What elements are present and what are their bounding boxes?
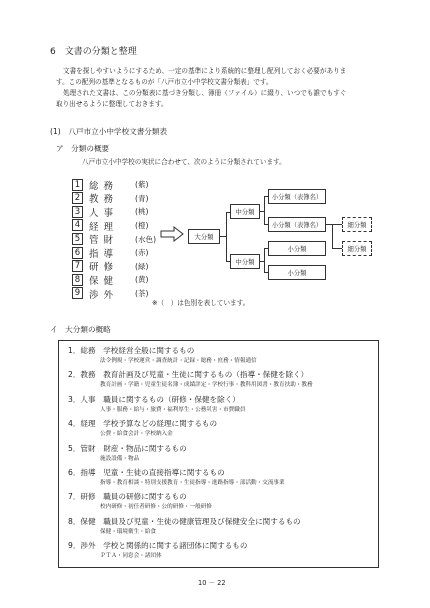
subsection-title: (1) 八戸市立小中学校文書分類表: [50, 127, 168, 136]
category-name: 人事: [89, 207, 119, 219]
overview-text: 八戸市立小中学校の実状に合わせて、次のように分類されています。: [82, 158, 286, 166]
category-row: [72, 205, 149, 218]
category-number: 6: [72, 247, 83, 259]
intro-line-2: す。この配列の基準となるものが「八戸市立小中学校文書分類表」です。: [56, 78, 273, 86]
overview-heading: ア 分類の概要: [56, 144, 110, 153]
right-arrow-icon: [160, 226, 184, 242]
overview-item-main: 5．管財 財産・物品に関するもの: [68, 443, 187, 453]
overview-item-sub: 人事・服務・給与・旅費・福利厚生・公務災害・市費職員: [100, 406, 246, 413]
category-color: (青): [135, 193, 149, 203]
category-row: [72, 246, 149, 259]
category-row: [72, 219, 149, 232]
sho-bunrui-box-3: 小分類: [268, 241, 326, 256]
category-color: (赤): [135, 248, 149, 258]
sai-bunrui-box-1: 細分類: [342, 217, 372, 232]
category-color: (緑): [135, 261, 149, 271]
category-name: 総務: [89, 180, 119, 192]
category-name: 教務: [89, 194, 119, 206]
category-number: 5: [72, 233, 83, 245]
category-number: 9: [72, 287, 83, 299]
category-color: (黄): [135, 275, 149, 285]
overview-item-main: 7．研修 職員の研修に関するもの: [68, 492, 187, 502]
overview-item-sub: 公費・給食会計・学校納入金: [100, 431, 173, 438]
category-name: 管財: [89, 235, 119, 247]
dai-bunrui-box: 大分類: [188, 229, 220, 244]
overview-item-sub: 校内研修・初任者研修・公的研修・一般研修: [100, 504, 212, 511]
category-number: 4: [72, 219, 83, 231]
category-row: [72, 232, 156, 245]
category-name: 研修: [89, 262, 119, 274]
overview-item-sub: 指導・教育相談・特別支援教育・生徒指導・進路指導・部活動・交流事業: [100, 480, 285, 486]
intro-line-3: 処理された文書は、この分類表に基づき分類し、簿冊（ファイル）に綴り、いつでも誰でもすぐ: [63, 89, 347, 97]
category-number: 1: [72, 179, 83, 191]
overview-item-main: 6．指導 児童・生徒の直接指導に関するもの: [68, 468, 225, 477]
category-name: 経理: [89, 221, 119, 233]
category-row: [72, 273, 149, 286]
color-note: ※（ ）は色別を表しています。: [152, 299, 250, 307]
overview-item-sub: 施設設備・物品: [100, 455, 140, 462]
category-number: 2: [72, 192, 83, 204]
sai-bunrui-box-2: 細分類: [342, 241, 372, 256]
overview-item-main: 1．総務 学校経営全般に関するもの: [68, 346, 195, 355]
category-row: [72, 178, 149, 191]
overview-item-sub: 教育計画・学籍・児童生徒名簿・成績評定・学校行事・教科用図書・教育扶助・教務: [100, 382, 313, 389]
overview-item-main: 9．渉外 学校と関係的に関する諸団体に関するもの: [68, 541, 248, 551]
overview-item-main: 4．経理 学校予算などの経理に関するもの: [68, 419, 218, 429]
chu-bunrui-box-1: 中分類: [230, 204, 260, 219]
overview-item-sub: ＰＴＡ・同窓会・諸団体: [100, 553, 162, 560]
category-overview-title: イ 大分類の概略: [50, 325, 111, 334]
category-name: 渉外: [89, 289, 119, 301]
category-color: (水色): [135, 234, 157, 244]
category-row: [72, 192, 149, 205]
intro-line-4: 取り出せるように整理しておきます。: [56, 100, 168, 108]
category-row: [72, 260, 149, 273]
category-number: 3: [72, 206, 83, 218]
category-color: (橙): [135, 220, 149, 230]
category-name: 保健: [89, 275, 119, 287]
category-number: 7: [72, 260, 83, 272]
chu-bunrui-box-2: 中分類: [230, 254, 260, 269]
sho-bunrui-box-2: 小分類（表簿名）: [268, 217, 326, 232]
category-color: (茶): [135, 288, 149, 298]
overview-item-main: 8．保健 職員及び児童・生徒の健康管理及び保健安全に関するもの: [68, 516, 301, 526]
sho-bunrui-box-1: 小分類（表簿名）: [268, 189, 326, 204]
section-title: 6 文書の分類と整理: [50, 47, 137, 57]
category-name: 指導: [89, 248, 119, 260]
page-number: 10 － 22: [198, 579, 226, 587]
category-row: [72, 287, 149, 300]
overview-item-main: 3．人事 職員に関するもの（研修・保健を除く）: [68, 394, 240, 404]
category-number: 8: [72, 274, 83, 286]
intro-line-1: 文書を探しやすいようにするため、一定の基準により系統的に整理し配列しておく必要がありま: [63, 67, 347, 75]
overview-item-main: 2．教務 教育計画及び児童・生徒に関するもの（指導・保健を除く）: [68, 370, 309, 380]
overview-item-sub: 法令例規・学校運営・調査統計・記録・総務・庶務・情報通信: [100, 358, 257, 364]
overview-item-sub: 保健・環境衛生・給食: [100, 528, 156, 535]
sho-bunrui-box-4: 小分類: [268, 265, 326, 280]
category-color: (紫): [135, 180, 149, 190]
category-color: (桃): [135, 207, 149, 217]
